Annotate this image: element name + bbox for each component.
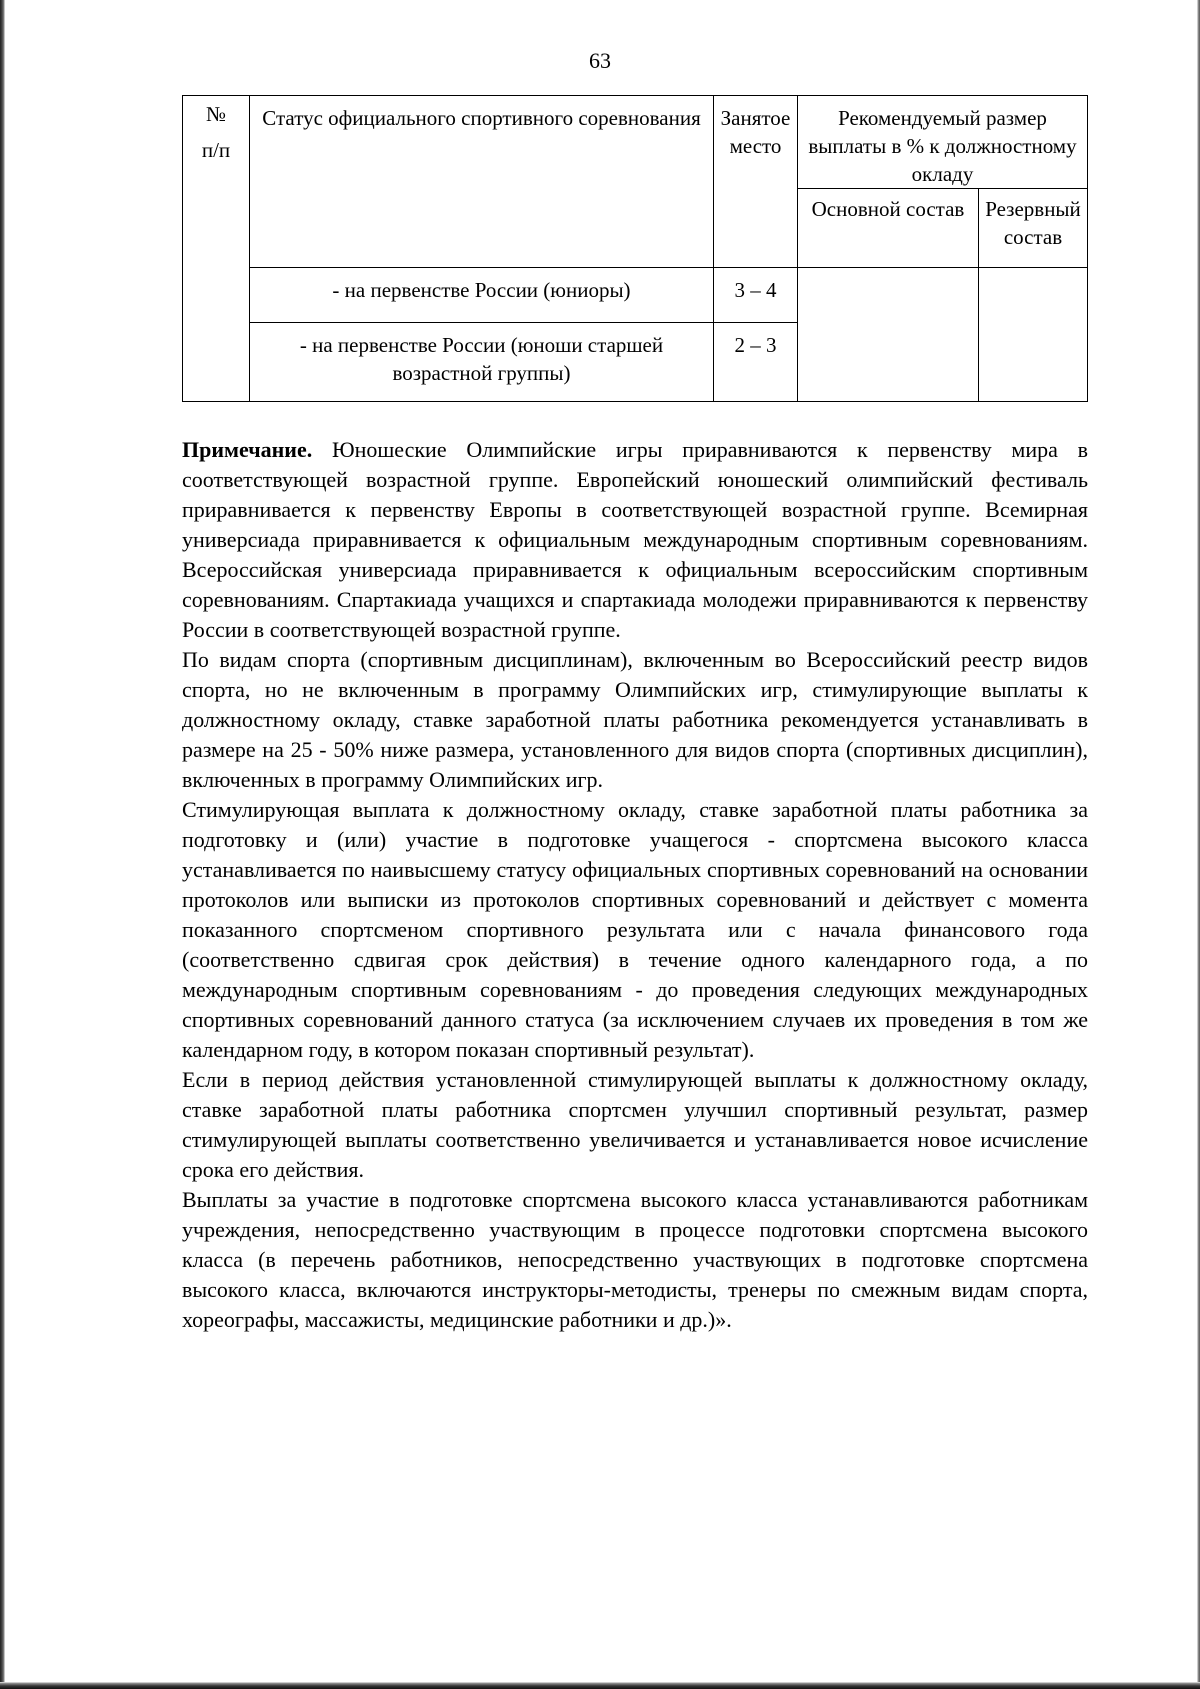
scan-edge-left (0, 0, 5, 1689)
table-row (183, 268, 1088, 323)
scan-edge-bottom (0, 1682, 1200, 1689)
header-reserve-squad-cell (979, 189, 1088, 268)
header-status-cell (250, 96, 714, 268)
note-paragraph-5: Выплаты за участие в подготовке спортсмена высокого класса устанавливаются работникам учреждения, непосредственно участвующим в процессе подготовки спортсмена высокого класса (в перечень работников, непосредственно участвующих в подготовке спортсмена высокого класса, включаются инструкторы-методисты, тренеры по смежным видам спорта, хореографы, массажисты, медицинские работники и др.)». (182, 1187, 1088, 1332)
row-status-cell (250, 323, 714, 402)
header-place-cell (714, 96, 798, 268)
header-num-cell (183, 96, 250, 402)
note-text-1: Юношеские Олимпийские игры приравниваются к первенству мира в соответствующей возрастной группе. Европейский юношеский олимпийский фестиваль приравнивается к первенству Европы в соответствующей возрастной группе. Всемирная универсиада приравнивается к официальным международным спортивным соревнованиям. Всероссийская универсиада приравнивается к официальным всероссийским спортивным соревнованиям. Спартакиада учащихся и спартакиада молодежи приравниваются к первенству России в соответствующей возрастной группе. (182, 437, 1088, 642)
row-reserve-squad-cell (979, 268, 1088, 402)
table-header-row (183, 96, 1088, 189)
note-paragraph-4: Если в период действия установленной стимулирующей выплаты к должностному окладу, ставке заработной платы работника спортсмен улучшил спортивный результат, размер стимулирующей выплаты соответственно увеличивается и устанавливается новое исчисление срока его действия. (182, 1067, 1088, 1182)
row-status-cell (250, 268, 714, 323)
row-place-cell (714, 323, 798, 402)
header-status: Статус официального спортивного соревнования (262, 106, 701, 130)
row-status: - на первенстве России (юниоры) (332, 278, 631, 302)
header-payment-cell (798, 96, 1088, 189)
header-main-squad: Основной состав (811, 197, 965, 221)
award-table (182, 95, 1088, 402)
header-num-sign: № (205, 102, 227, 126)
row-main-squad-cell (798, 268, 979, 402)
header-num-pp: п/п (201, 138, 231, 162)
note-paragraph-2: По видам спорта (спортивным дисциплинам), включенным во Всероссийский реестр видов спорта, но не включенным в программу Олимпийских игр, стимулирующие выплаты к должностному окладу, ставке заработной платы работника рекомендуется устанавливать в размере на 25 - 50% ниже размера, установленного для видов спорта (спортивных дисциплин), включенных в программу Олимпийских игр. (182, 647, 1088, 792)
note-label: Примечание. (182, 437, 313, 462)
header-place: Занятое место (720, 106, 791, 158)
row-place: 3 – 4 (734, 278, 777, 302)
page-number: 63 (589, 48, 611, 73)
note-section (182, 435, 1088, 1335)
header-reserve-squad: Резервный состав (985, 197, 1081, 249)
row-place: 2 – 3 (734, 333, 777, 357)
row-status: - на первенстве России (юноши старшей возрастной группы) (299, 333, 664, 385)
header-main-squad-cell (798, 189, 979, 268)
row-place-cell (714, 268, 798, 323)
header-payment: Рекомендуемый размер выплаты в % к должностному окладу (808, 106, 1077, 186)
note-paragraph-3: Стимулирующая выплата к должностному окладу, ставке заработной платы работника за подготовку и (или) участие в подготовке учащегося - спортсмена высокого класса устанавливается по наивысшему статусу официальных спортивных соревнований на основании протоколов или выписки из протоколов спортивных соревнований и действует с момента показанного спортсменом спортивного результата или с начала финансового года (соответственно сдвигая срок действия) в течение одного календарного года, а по международным спортивным соревнованиям - до проведения следующих международных спортивных соревнований данного статуса (за исключением случаев их проведения в том же календарном году, в котором показан спортивный результат). (182, 797, 1088, 1062)
note-paragraph-1 (182, 435, 1088, 645)
